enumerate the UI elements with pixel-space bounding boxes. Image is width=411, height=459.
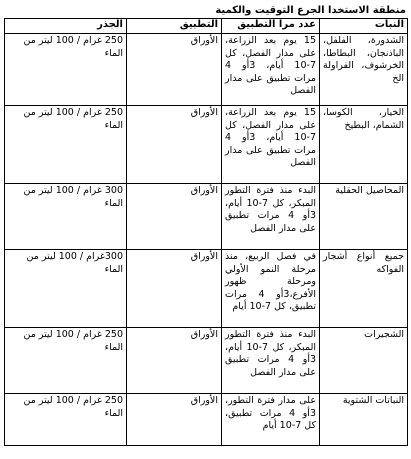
application-text: الأوراق [190,395,218,406]
cell-count [222,34,320,106]
plant-text: النباتات الشتوية [342,395,404,406]
application-text: الأوراق [190,329,218,340]
plant-text: الخيار، الكوسا، الشمام، البطيخ [323,107,404,131]
application-text: الأوراق [190,35,218,46]
cell-dose [5,34,127,106]
header-row [5,19,408,34]
cell-dose [5,250,127,328]
cell-application [127,184,222,250]
cell-plant [320,184,408,250]
dose-text: 250 غرام / 100 ليتر من الماء [23,329,123,353]
cell-dose [5,394,127,446]
dose-text: 250 غرام / 100 ليتر من الماء [23,107,123,131]
cell-plant [320,106,408,184]
table-row [5,394,408,446]
cell-count [222,328,320,394]
cell-application [127,34,222,106]
cell-dose [5,106,127,184]
table-title: منطقة الاستخدا الجرع التوقيت والكمية [215,5,406,16]
cell-plant [320,328,408,394]
plant-text: جميع أنواع أشجار الفواكه [323,251,404,275]
count-text: على مدار فترة التطور، 3أو 4 مرات تطبيق، كل 7-10 أيام [225,395,316,432]
dose-text: 300غرام / 100 ليتر من الماء [26,251,123,275]
dosage-table [4,18,408,446]
cell-application [127,250,222,328]
table-row [5,106,408,184]
cell-count [222,106,320,184]
cell-application [127,328,222,394]
cell-application [127,106,222,184]
cell-count [222,394,320,446]
count-text: البدء منذ فترة التطور المبكر، كل 7-10 أيام، 3أو 4 مرات تطبيق على مدار الفصل [225,329,317,378]
table-row [5,34,408,106]
count-text: 15 يوم بعد الزراعة، على مدار الفصل، كل 7-10 أيام، 3أو 4 مرات تطبيق على مدار الفصل [225,35,316,97]
plant-text: الشجيرات [364,329,404,340]
header-count: عدد مرا التطبيق [222,19,320,34]
count-text: 15 يوم بعد الزراعة، على مدار الفصل، كل 7-10 أيام، 3أو 4 مرات تطبيق على مدار الفصل [225,107,316,169]
dose-text: 300 غرام / 100 ليتر من الماء [23,185,123,209]
header-dose: الجذر [5,19,127,34]
table-row [5,184,408,250]
table-row [5,250,408,328]
cell-plant [320,250,408,328]
application-text: الأوراق [190,185,218,196]
cell-count [222,184,320,250]
dose-text: 250 غرام / 100 ليتر من الماء [23,395,123,419]
count-text: البدء منذ فترة التطور المبكر، كل 7-10 أيام، 3أو 4 مرات تطبيق على مدار الفصل [225,185,317,234]
cell-dose [5,328,127,394]
count-text: في فصل الربيع، منذ مرحلة النمو الأولي ومرحلة ظهور الأفرع،3أو 4 مرات تطبيق، كل 7-10 أيام [225,251,317,313]
dose-text: 250 غرام / 100 ليتر من الماء [23,35,123,59]
cell-plant [320,34,408,106]
header-plant: النبات [320,19,408,34]
application-text: الأوراق [190,107,218,118]
cell-dose [5,184,127,250]
cell-count [222,250,320,328]
header-application: التطبيق [127,19,222,34]
plant-text: المحاصيل الحقلية [335,185,404,196]
table-row [5,328,408,394]
application-text: الأوراق [190,251,218,262]
cell-plant [320,394,408,446]
plant-text: الشدورة، الفلفل، الباذنجان، البطاطا، الخرشوف، الفراولة الخ [323,35,404,84]
cell-application [127,394,222,446]
